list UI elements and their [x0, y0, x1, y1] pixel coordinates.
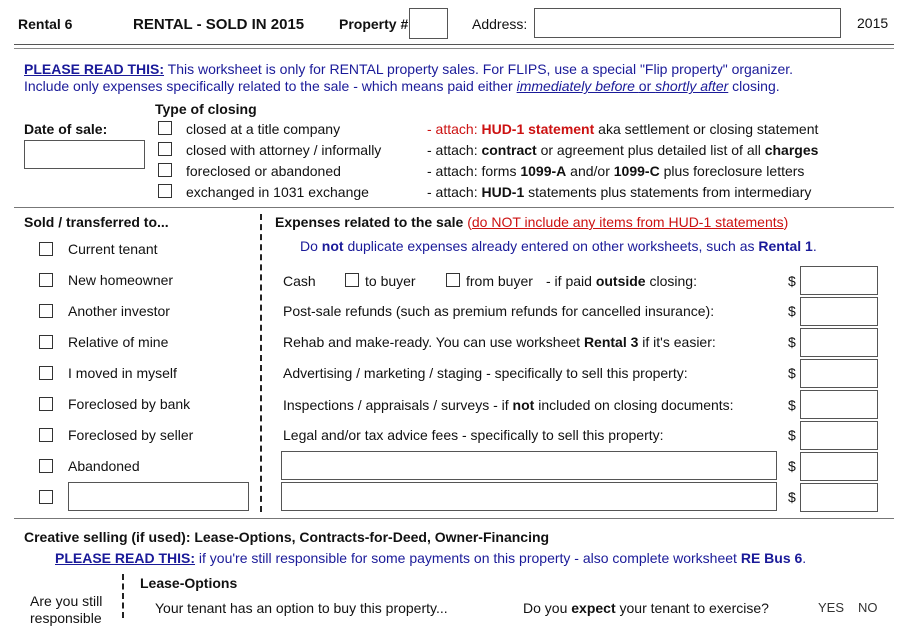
sold-to-option-label: Abandoned [68, 458, 140, 474]
cash-suffix-part: closing: [645, 273, 697, 289]
closing-option-label: closed with attorney / informally [186, 142, 382, 158]
exercise-yes-option[interactable]: YES [818, 600, 845, 615]
other-expense-description-field[interactable] [281, 482, 777, 511]
other-expense-amount-field[interactable] [800, 452, 878, 481]
date-of-sale-field[interactable] [24, 140, 145, 169]
expense-label-part: Rental 3 [583, 334, 639, 350]
section-divider [14, 518, 894, 519]
please-read-label: PLEASE READ THIS: [55, 550, 196, 566]
sold-to-another-investor-checkbox[interactable] [39, 304, 53, 318]
cash-suffix-part: - if paid [546, 273, 596, 289]
expense-label [283, 427, 664, 443]
sold-to-abandoned-checkbox[interactable] [39, 459, 53, 473]
expense-label-part: if it's easier: [638, 334, 716, 350]
closing-attorney-checkbox[interactable] [158, 142, 172, 156]
lease-option-question: Your tenant has an option to buy this property... [155, 600, 448, 616]
closing-title-company-checkbox[interactable] [158, 121, 172, 135]
currency-symbol: $ [788, 273, 796, 289]
sold-to-option-label: Current tenant [68, 241, 158, 257]
subnote-part: not [321, 238, 344, 254]
cash-to-buyer-label: to buyer [365, 273, 416, 289]
rehab-amount-field[interactable] [800, 328, 878, 357]
exercise-no-option[interactable]: NO [858, 600, 878, 615]
closing-1031-checkbox[interactable] [158, 184, 172, 198]
property-number-label: Property # [339, 16, 409, 32]
attach-part: or agreement plus detailed list of all [536, 142, 765, 158]
header-divider [14, 44, 894, 45]
address-label: Address: [472, 16, 528, 32]
expenses-heading-note: do NOT include any items from HUD-1 statements [471, 214, 784, 230]
attach-part: HUD-1 [481, 184, 525, 200]
notice-text: This worksheet is only for RENTAL property sales. For FLIPS, use a special "Flip property" organizer. [164, 61, 794, 77]
date-of-sale-label: Date of sale: [24, 121, 108, 137]
creative-note-part: RE Bus 6 [740, 550, 803, 566]
other-expense-description-field[interactable] [281, 451, 777, 480]
cash-to-buyer-checkbox[interactable] [345, 273, 359, 287]
subnote-part: duplicate expenses already entered on other worksheets, such as [343, 238, 759, 254]
attach-line-2 [427, 142, 818, 158]
header-divider-2 [14, 48, 894, 49]
sold-to-other-field[interactable] [68, 482, 249, 511]
attach-part: forms [481, 163, 521, 179]
currency-symbol: $ [788, 397, 796, 413]
form-id: Rental 6 [18, 16, 73, 32]
cash-from-buyer-label: from buyer [466, 273, 533, 289]
lease-options-heading: Lease-Options [140, 575, 238, 591]
creative-selling-heading: Creative selling (if used): Lease-Options, Contracts-for-Deed, Owner-Financing [24, 529, 550, 545]
notice-text-d: shortly after [655, 78, 729, 94]
sold-to-foreclosed-bank-checkbox[interactable] [39, 397, 53, 411]
closing-option-label: foreclosed or abandoned [186, 163, 341, 179]
attach-prefix: - attach: [427, 163, 482, 179]
notice-text-a: Include only expenses specifically related to the sale - which means paid either [24, 78, 517, 94]
creative-note-part: . [802, 550, 807, 566]
closing-type-heading: Type of closing [155, 101, 257, 117]
attach-line-3 [427, 163, 804, 179]
cash-suffix [546, 273, 697, 289]
sold-to-current-tenant-checkbox[interactable] [39, 242, 53, 256]
sold-to-foreclosed-seller-checkbox[interactable] [39, 428, 53, 442]
cash-suffix-part: outside [595, 273, 646, 289]
expense-label [283, 365, 688, 381]
post-sale-refunds-amount-field[interactable] [800, 297, 878, 326]
expenses-heading [275, 214, 788, 230]
attach-part: charges [764, 142, 819, 158]
attach-line-1 [427, 121, 818, 137]
tax-year: 2015 [857, 15, 889, 31]
notice-text-c: or [638, 78, 656, 94]
exercise-question-part: your tenant to exercise? [615, 600, 769, 616]
attach-part: 1099-C [613, 163, 660, 179]
sold-to-new-homeowner-checkbox[interactable] [39, 273, 53, 287]
creative-separator [122, 574, 124, 618]
sold-to-option-label: Relative of mine [68, 334, 169, 350]
responsible-question: Are you still responsible [30, 593, 103, 626]
expense-label-part: not [512, 397, 535, 413]
subnote-part: . [812, 238, 817, 254]
attach-part: and/or [566, 163, 614, 179]
expenses-heading-text: Expenses related to the sale [275, 214, 464, 230]
advertising-amount-field[interactable] [800, 359, 878, 388]
expense-label [283, 303, 714, 319]
currency-symbol: $ [788, 303, 796, 319]
inspections-amount-field[interactable] [800, 390, 878, 419]
currency-symbol: $ [788, 427, 796, 443]
exercise-question [523, 600, 769, 616]
attach-part: 1099-A [520, 163, 567, 179]
page-title: RENTAL - SOLD IN 2015 [133, 16, 305, 33]
cash-label: Cash [283, 273, 316, 289]
attach-line-4 [427, 184, 811, 200]
sold-to-moved-in-checkbox[interactable] [39, 366, 53, 380]
section-divider [14, 207, 894, 208]
expense-label-part: included on closing documents: [534, 397, 734, 413]
please-read-label: PLEASE READ THIS: [24, 61, 165, 77]
attach-prefix: - attach: [427, 121, 482, 137]
sold-to-option-label: Foreclosed by seller [68, 427, 194, 443]
sold-to-option-label: Another investor [68, 303, 170, 319]
other-expense-amount-field[interactable] [800, 483, 878, 512]
sold-to-option-label: Foreclosed by bank [68, 396, 191, 412]
subnote-part: Rental 1 [758, 238, 813, 254]
expenses-paren: ) [783, 214, 789, 230]
address-field[interactable] [534, 8, 841, 38]
expense-label-part: Inspections / appraisals / surveys - if [283, 397, 513, 413]
attach-part: contract [481, 142, 537, 158]
closing-option-label: closed at a title company [186, 121, 341, 137]
notice-line-2 [24, 78, 780, 94]
attach-part: plus foreclosure letters [659, 163, 805, 179]
currency-symbol: $ [788, 458, 796, 474]
sold-to-option-label: I moved in myself [68, 365, 177, 381]
expenses-subnote [300, 238, 817, 254]
column-separator [260, 214, 262, 512]
cash-from-buyer-checkbox[interactable] [446, 273, 460, 287]
sold-to-option-label: New homeowner [68, 272, 174, 288]
expense-label-part: Legal and/or tax advice fees - specifically to sell this property: [283, 427, 664, 443]
expense-label-part: Advertising / marketing / staging - specifically to sell this property: [283, 365, 688, 381]
currency-symbol: $ [788, 334, 796, 350]
expense-label [283, 334, 716, 350]
subnote-part: Do [300, 238, 322, 254]
expense-label-part: Rehab and make-ready. You can use worksheet [283, 334, 584, 350]
notice-text-e: closing. [728, 78, 780, 94]
attach-part: HUD-1 statement [481, 121, 595, 137]
attach-prefix: - attach: [427, 142, 482, 158]
exercise-question-part: expect [571, 600, 616, 616]
exercise-question-part: Do you [523, 600, 572, 616]
attach-part: statements plus statements from intermediary [524, 184, 812, 200]
closing-foreclosed-checkbox[interactable] [158, 163, 172, 177]
creative-note-part: if you're still responsible for some payments on this property - also complete worksheet [195, 550, 741, 566]
currency-symbol: $ [788, 489, 796, 505]
currency-symbol: $ [788, 365, 796, 381]
sold-to-other-checkbox[interactable] [39, 490, 53, 504]
creative-notice [55, 550, 806, 566]
sold-to-relative-checkbox[interactable] [39, 335, 53, 349]
expense-label-part: Post-sale refunds (such as premium refunds for cancelled insurance): [283, 303, 715, 319]
legal-fees-amount-field[interactable] [800, 421, 878, 450]
attach-prefix: - attach: [427, 184, 482, 200]
expense-label [283, 397, 734, 413]
property-number-field[interactable] [409, 8, 448, 39]
notice-line-1 [24, 61, 793, 77]
notice-text-b: immediately before [516, 78, 639, 94]
expenses-paren: ( [463, 214, 472, 230]
sold-to-heading: Sold / transferred to... [24, 214, 169, 230]
cash-amount-field[interactable] [800, 266, 878, 295]
attach-part: aka settlement or closing statement [594, 121, 819, 137]
closing-option-label: exchanged in 1031 exchange [186, 184, 369, 200]
